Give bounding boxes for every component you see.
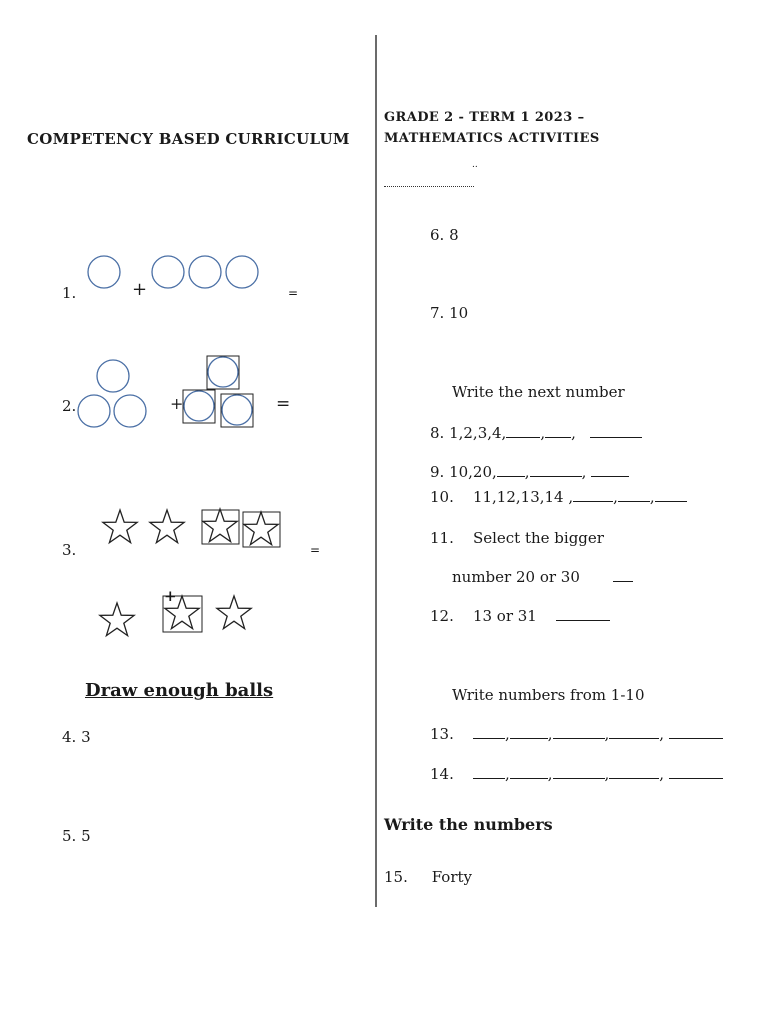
q4: 4. 3 [62, 728, 91, 746]
answer-blank [545, 425, 571, 438]
q13-number: 13. [430, 725, 454, 743]
q1-equals: = [288, 286, 299, 300]
q12-text: 13 or 31 [472, 607, 537, 625]
answer-blank [553, 726, 605, 739]
curriculum-heading: COMPETENCY BASED CURRICULUM [27, 130, 350, 148]
q1-number: 1. [62, 284, 77, 302]
q9-sequence: 9. 10,20, [430, 463, 497, 481]
q10-sequence: 11,12,13,14 , [472, 488, 574, 506]
answer-blank [497, 464, 525, 477]
q11-number: 11. [430, 529, 454, 547]
q13: 13. , , , , [430, 725, 723, 743]
q15-text: Forty [431, 868, 472, 886]
subject-header: MATHEMATICS ACTIVITIES [384, 131, 600, 146]
grade-term-header: GRADE 2 - TERM 1 2023 – [384, 110, 585, 125]
q11-text: Select the bigger [472, 529, 604, 547]
answer-blank [473, 766, 505, 779]
answer-blank [590, 425, 642, 438]
q1-plus: + [132, 279, 148, 300]
answer-blank [573, 489, 613, 502]
answer-blank [553, 766, 605, 779]
answer-blank [609, 766, 659, 779]
q14: 14. , , , , [430, 765, 723, 783]
section-write-numbers: Write the numbers [384, 815, 553, 834]
dotted-line [384, 186, 474, 187]
q3-equals: = [310, 543, 321, 557]
answer-blank [655, 489, 687, 502]
answer-blank [591, 464, 629, 477]
q8: 8. 1,2,3,4, , , [430, 424, 642, 442]
q12-number: 12. [430, 607, 454, 625]
q12 [430, 607, 610, 625]
section-next-number: Write the next number [452, 383, 625, 401]
q14-number: 14. [430, 765, 454, 783]
header-dots: .. [472, 160, 478, 170]
q2-equals: = [276, 394, 291, 414]
answer-blank [510, 766, 548, 779]
q9: 9. 10,20, , , [430, 463, 629, 481]
q10: 10. 11,12,13,14 , , , [430, 488, 687, 506]
q3-number: 3. [62, 541, 77, 559]
section-write-1-10: Write numbers from 1-10 [452, 686, 645, 704]
q3-plus: + [164, 587, 177, 605]
answer-blank [609, 726, 659, 739]
q15 [384, 868, 472, 886]
answer-blank [618, 489, 650, 502]
answer-blank [506, 425, 540, 438]
q11-line2 [452, 568, 633, 586]
section-draw-balls: Draw enough balls [85, 680, 274, 701]
q10-number: 10. [430, 488, 454, 506]
q6: 6. 8 [430, 226, 459, 244]
q7: 7. 10 [430, 304, 469, 322]
q2-plus: + [170, 394, 184, 413]
answer-blank [473, 726, 505, 739]
q8-sequence: 8. 1,2,3,4, [430, 424, 507, 442]
answer-blank [530, 464, 582, 477]
q5: 5. 5 [62, 827, 91, 845]
answer-blank [613, 569, 633, 582]
answer-blank [556, 608, 610, 621]
answer-blank [669, 726, 723, 739]
answer-blank [510, 726, 548, 739]
answer-blank [669, 766, 723, 779]
q11-choices: number 20 or 30 [452, 568, 580, 586]
q11 [430, 529, 604, 547]
q2-number: 2. [62, 397, 77, 415]
q15-number: 15. [384, 868, 408, 886]
